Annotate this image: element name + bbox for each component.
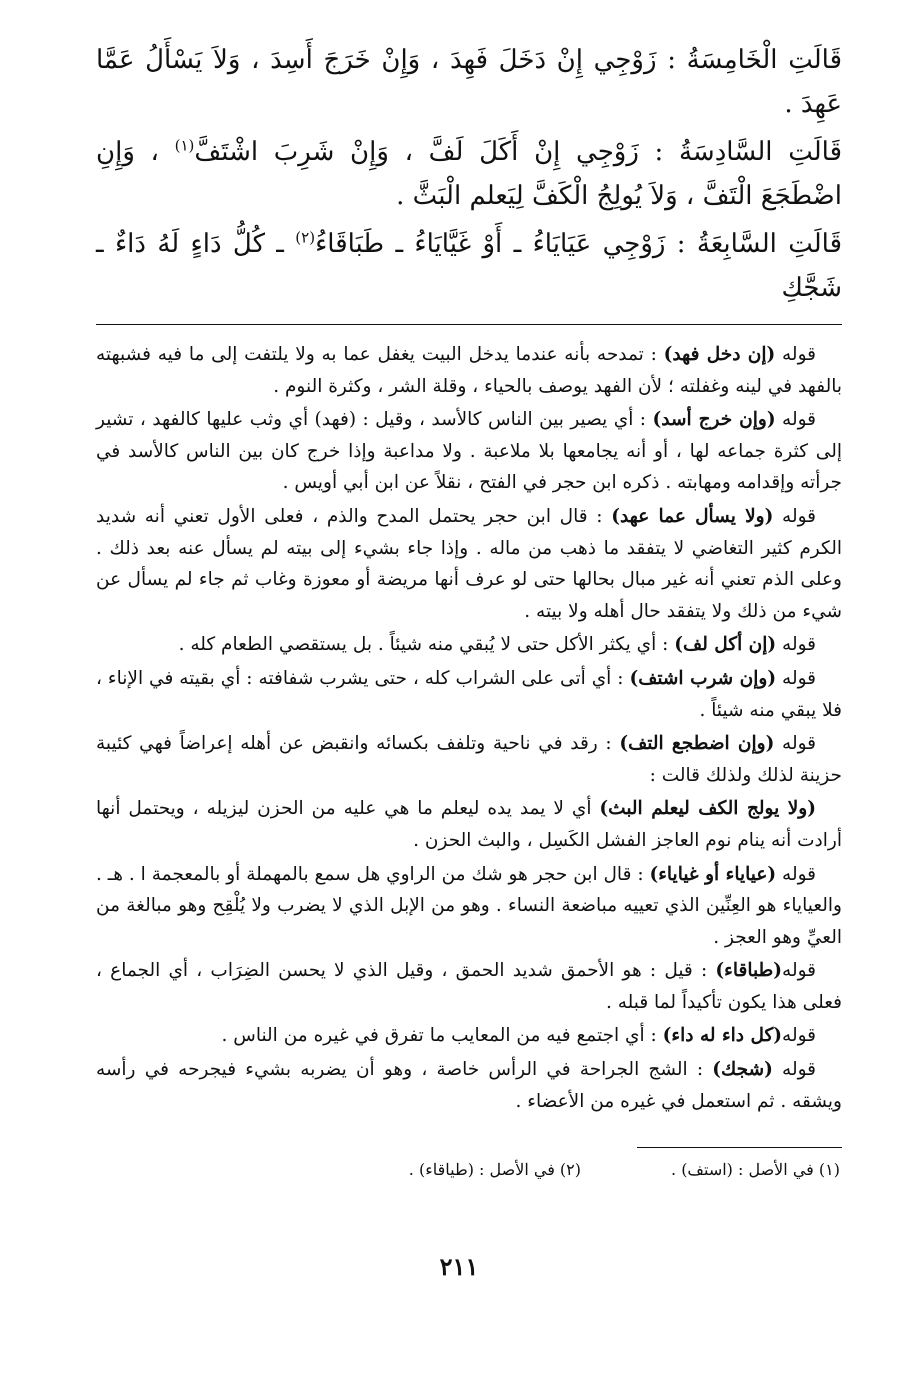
commentary-body: : أي يكثر الأكل حتى لا يُبقي منه شيئاً . بل يستقصي الطعام كله . [178,634,675,656]
commentary-lead: قوله [775,344,816,365]
commentary-paragraph [96,728,842,791]
commentary-keyword: (ولا يسأل عما عهد) [611,505,774,527]
section-divider [96,324,842,325]
commentary-lead: قوله [782,960,816,982]
commentary-lead: قوله [772,1059,816,1081]
commentary-block [96,339,842,1117]
commentary-keyword: (طباقاء) [715,960,783,982]
verse-text-tail: ، وَإِنِ اضْطَجَعَ الْتَفَّ ، وَلاَ يُولِجُ الْكَفَّ لِيَعلم الْبَثَّ . [96,137,842,211]
footnote: (١) في الأصل : (استف) . [671,1160,840,1180]
commentary-keyword: (وإن اضطجع التف) [619,733,775,755]
commentary-body: : قال ابن حجر يحتمل المدح والذم ، فعلى الأول تعني أنه شديد الكرم كثير التغاضي لا يتفقد ما ذهب من ماله . وإذا جاء بشيء إلى بيته لم يسأل عنه بعد ذلك . وعلى الذم تعني أنه غير مبال بحالها حتى لو عرف أنها مريضة أو معوزة وغاب ثم جاء لم يسأل عن شيء من ذلك ولا يتفقد حال أهله ولا بيته . [96,505,842,622]
commentary-keyword: (ولا يولج الكف ليعلم البث) [599,798,816,820]
commentary-keyword: (عياياء أو غياياء) [649,863,777,885]
commentary-lead: قوله [775,409,816,431]
footnote-divider [637,1147,842,1148]
commentary-paragraph [96,629,842,661]
commentary-keyword: (شجك) [712,1059,773,1081]
commentary-keyword: (كل داء له داء) [662,1025,783,1047]
commentary-paragraph [96,793,842,856]
commentary-lead: قوله [774,733,816,755]
verse-line [96,38,842,126]
footnote: (٢) في الأصل : (طياقاء) . [408,1160,582,1180]
verse-block [96,38,842,310]
page-number: ٢١١ [439,1252,479,1281]
commentary-body: : قال ابن حجر هو شك من الراوي هل سمع بالمهملة أو بالمعجمة ا . هـ . والعياياء هو العِنِّين الذي تعييه مباضعة النساء . وهو من الإبل الذي لا يضرب ولا يُلْقِح وهو مبالغة من العيِّ وهو العجز . [96,863,842,948]
commentary-body: : رقد في ناحية وتلفف بكسائه وانقبض عن أهله إعراضاً فهي كئيبة حزينة لذلك ولذلك قالت : [96,733,842,786]
commentary-keyword: (إن دخل فهد) [663,344,776,365]
commentary-paragraph [96,501,842,627]
verse-text-tail: ـ كُلُّ دَاءٍ لَهُ دَاءٌ ـ شَجَّكِ [96,229,842,303]
commentary-body: : الشج الجراحة في الرأس خاصة ، وهو أن يضربه بشيء فيجرحه في رأسه ويشقه . ثم استعمل في غيره من الأعضاء . [96,1059,842,1112]
verse-text: قَالَتِ السَّادِسَةُ : زَوْجِي إِنْ أَكَلَ لَفَّ ، وَإِنْ شَرِبَ اشْتَفَّ [194,137,842,167]
commentary-lead: قوله [773,505,816,527]
commentary-paragraph [96,339,842,402]
commentary-paragraph [96,1020,842,1052]
verse-line [96,130,842,218]
commentary-lead: قوله [776,634,816,656]
commentary-keyword: (وإن خرج أسد) [652,409,776,431]
commentary-keyword: (إن أكل لف) [674,634,777,656]
commentary-lead: قوله [776,667,817,689]
commentary-paragraph [96,955,842,1018]
commentary-paragraph [96,859,842,954]
footnotes [96,1158,842,1182]
commentary-body: : أي اجتمع فيه من المعايب ما تفرق في غيره من الناس . [221,1025,663,1047]
commentary-paragraph [96,1054,842,1117]
verse-text: قَالَتِ السَّابِعَةُ : زَوْجِي عَيَايَاءُ ـ أَوْ غَيَّايَاءُ ـ طَبَاقَاءُ [315,229,842,259]
commentary-paragraph [96,404,842,499]
commentary-keyword: (وإن شرب اشتف) [629,667,777,689]
commentary-body: : تمدحه بأنه عندما يدخل البيت يغفل عما به ولا يلتفت إلى ما فيه فشبهته بالفهد في لينه وغفلته ؛ لأن الفهد يوصف بالحياء ، وقلة الشر ، وكثرة النوم . [96,344,842,397]
footnote-marker: (١) [174,136,195,155]
verse-line [96,222,842,310]
commentary-body: : أي أتى على الشراب كله ، حتى يشرب شفافته : أي بقيته في الإناء ، فلا يبقي منه شيئاً . [96,667,842,721]
commentary-lead: قوله [782,1025,816,1047]
commentary-body: : أي يصير بين الناس كالأسد ، وقيل : (فهد) أي وثب عليها كالفهد ، تشير إلى كثرة جماعه لها ، أو أنه يجامعها بلا ملاعبة . ولا مداعبة وإذا خرج كان بين الناس كالأسد في جرأته وإقدامه ومهابته . ذكره ابن حجر في الفتح ، نقلاً عن ابن أبي أويس . [96,409,842,494]
commentary-body: أي لا يمد يده ليعلم ما هي عليه من الحزن ليزيله ، ويحتمل أنها أرادت أنه ينام نوم العاجز الفشل الكَسِل ، والبث الحزن . [96,798,842,851]
verse-text: قَالَتِ الْخَامِسَةُ : زَوْجِي إِنْ دَخَلَ فَهِدَ ، وَإِنْ خَرَجَ أَسِدَ ، وَلاَ يَسْأَلُ عَمَّا عَهِدَ . [96,45,842,119]
commentary-lead: قوله [776,863,816,885]
footnote-marker: (٢) [295,228,316,247]
commentary-paragraph [96,663,842,726]
commentary-body: : قيل : هو الأحمق شديد الحمق ، وقيل الذي لا يحسن الضِرَاب ، أي الجماع ، فعلى هذا يكون تأكيداً لما قبله . [96,960,842,1013]
